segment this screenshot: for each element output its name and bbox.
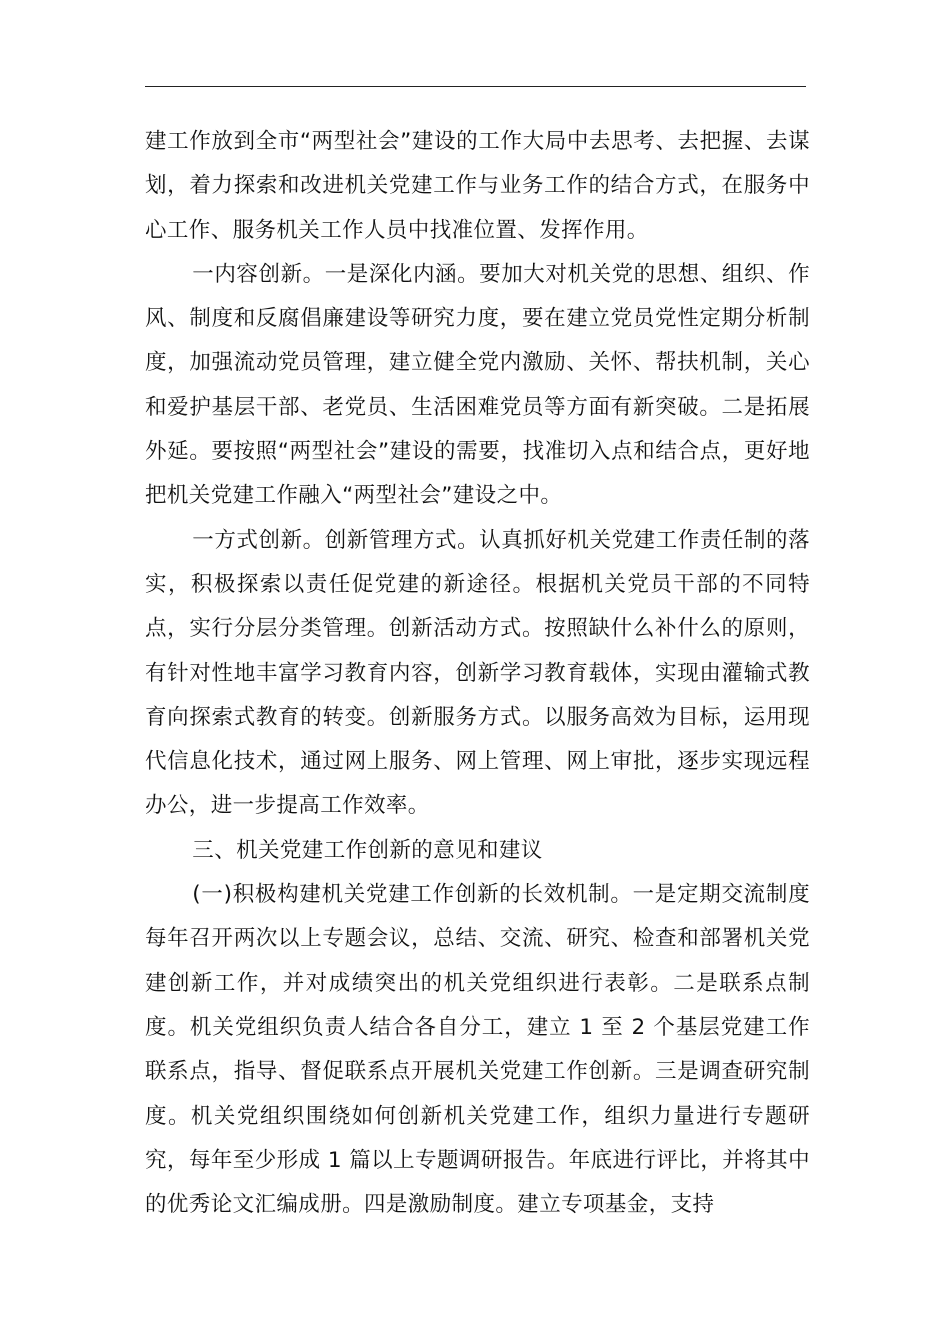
document-body [145, 120, 810, 1227]
paragraph-method-innovation: 一方式创新。创新管理方式。认真抓好机关党建工作责任制的落实，积极探索以责任促党建的新途径。根据机关党员干部的不同特点，实行分层分类管理。创新活动方式。按照缺什么补什么的原则，有针对性地丰富学习教育内容，创新学习教育载体，实现由灌输式教育向探索式教育的转变。创新服务方式。以服务高效为目标，运用现代信息化技术，通过网上服务、网上管理、网上审批，逐步实现远程办公，进一步提高工作效率。 [145, 527, 810, 819]
header-rule [145, 86, 806, 87]
paragraph-long-term-mechanism: (一)积极构建机关党建工作创新的长效机制。一是定期交流制度每年召开两次以上专题会议，总结、交流、研究、检查和部署机关党建创新工作，并对成绩突出的机关党组织进行表彰。二是联系点制度。机关党组织负责人结合各自分工，建立 1 至 2 个基层党建工作联系点，指导、督促联系点开展机关党建工作创新。三是调查研究制度。机关党组织围绕如何创新机关党建工作，组织力量进行专题研究，每年至少形成 1 篇以上专题调研报告。年底进行评比，并将其中的优秀论文汇编成册。四是激励制度。建立专项基金，支持 [145, 882, 810, 1218]
section-heading: 三、机关党建工作创新的意见和建议 [192, 837, 543, 863]
paragraph-content-innovation: 一内容创新。一是深化内涵。要加大对机关党的思想、组织、作风、制度和反腐倡廉建设等研究力度，要在建立党员党性定期分析制度，加强流动党员管理，建立健全党内激励、关怀、帮扶机制，关心和爱护基层干部、老党员、生活困难党员等方面有新突破。二是拓展外延。要按照“两型社会”建设的需要，找准切入点和结合点，更好地把机关党建工作融入“两型社会”建设之中。 [145, 261, 810, 509]
paragraph-continuation: 建工作放到全市“两型社会”建设的工作大局中去思考、去把握、去谋划，着力探索和改进机关党建工作与业务工作的结合方式，在服务中心工作、服务机关工作人员中找准位置、发挥作用。 [145, 129, 810, 243]
